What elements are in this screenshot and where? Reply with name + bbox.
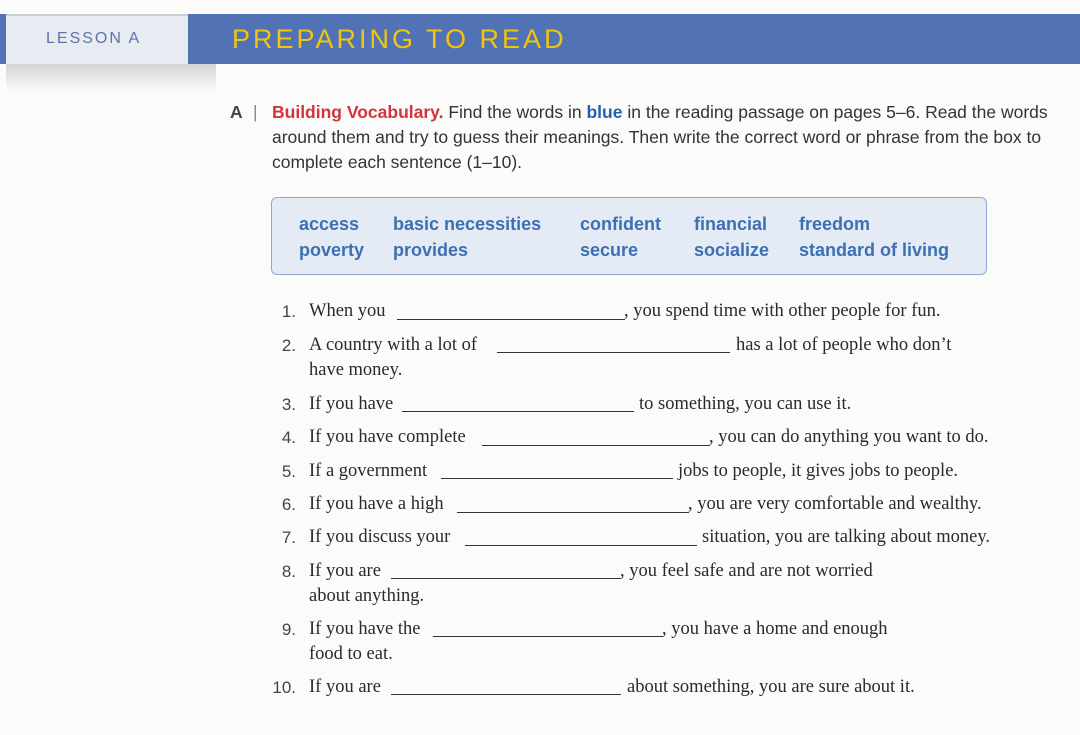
answer-blank-9[interactable] (433, 636, 663, 637)
section-letter: A (230, 102, 243, 122)
item-text-after: has a lot of people who don’t (736, 335, 952, 355)
item-text-continued: food to eat. (309, 644, 393, 664)
item-text-before: If you have (309, 394, 394, 414)
item-text-after: situation, you are talking about money. (702, 527, 991, 547)
item-text-after: , you can do anything you want to do. (709, 427, 989, 447)
item-text-after: jobs to people, it gives jobs to people. (678, 461, 959, 481)
item-number: 7. (281, 528, 296, 547)
lesson-label: LESSON A (46, 30, 142, 47)
word-basic-necessities: basic necessities (393, 214, 542, 234)
item-text-before: If you have a high (309, 494, 444, 514)
word-poverty: poverty (299, 240, 365, 260)
item-text-after: , you feel safe and are not worried (620, 561, 873, 581)
item-text-after: to something, you can use it. (639, 394, 852, 414)
item-text-before: If you have the (309, 619, 421, 639)
item-number: 10. (272, 678, 296, 697)
item-text-before: If you are (309, 561, 381, 581)
answer-blank-5[interactable] (441, 478, 673, 479)
word-socialize: socialize (694, 240, 770, 260)
item-number: 8. (281, 562, 296, 581)
blue-word: blue (586, 102, 623, 122)
answer-blank-1[interactable] (397, 319, 625, 320)
word-access: access (299, 214, 360, 234)
item-text-before: If a government (309, 461, 428, 481)
instruction-part-1: Find the words in (448, 102, 582, 122)
item-text-after: about something, you are sure about it. (627, 677, 915, 697)
item-text-after: , you spend time with other people for fun. (624, 301, 941, 321)
word-provides: provides (393, 240, 469, 260)
item-number: 4. (281, 428, 296, 447)
item-text-before: If you have complete (309, 427, 466, 447)
word-confident: confident (580, 214, 661, 234)
answer-blank-8[interactable] (391, 578, 621, 579)
answer-blank-2[interactable] (497, 352, 730, 353)
word-financial: financial (694, 214, 768, 234)
item-text-before: A country with a lot of (309, 335, 478, 355)
item-text-continued: have money. (309, 360, 403, 380)
answer-blank-7[interactable] (465, 545, 697, 546)
item-number: 1. (281, 302, 296, 321)
item-text-after: , you are very comfortable and wealthy. (688, 494, 982, 514)
item-text-before: When you (309, 301, 386, 321)
page-title: PREPARING TO READ (232, 24, 567, 54)
item-number: 9. (281, 620, 296, 639)
word-standard-of-living: standard of living (799, 240, 950, 260)
item-number: 5. (281, 462, 296, 481)
section-divider: | (253, 102, 258, 122)
item-text-before: If you discuss your (309, 527, 451, 547)
instruction-part-2: in the reading passage on pages 5–6. Read the words around them and try to guess their meanings. Then write the correct word or phrase from the box to complete each sentence (1–10). (272, 102, 1048, 172)
word-freedom: freedom (799, 214, 871, 234)
item-number: 2. (281, 336, 296, 355)
item-text-before: If you are (309, 677, 381, 697)
answer-blank-3[interactable] (402, 411, 634, 412)
item-number: 3. (281, 395, 296, 414)
section-heading: Building Vocabulary. (272, 102, 444, 122)
word-secure: secure (580, 240, 639, 260)
answer-blank-10[interactable] (391, 694, 621, 695)
answer-blank-6[interactable] (457, 512, 689, 513)
item-number: 6. (281, 495, 296, 514)
item-text-after: , you have a home and enough (662, 619, 888, 639)
item-text-continued: about anything. (309, 586, 425, 606)
answer-blank-4[interactable] (482, 445, 710, 446)
